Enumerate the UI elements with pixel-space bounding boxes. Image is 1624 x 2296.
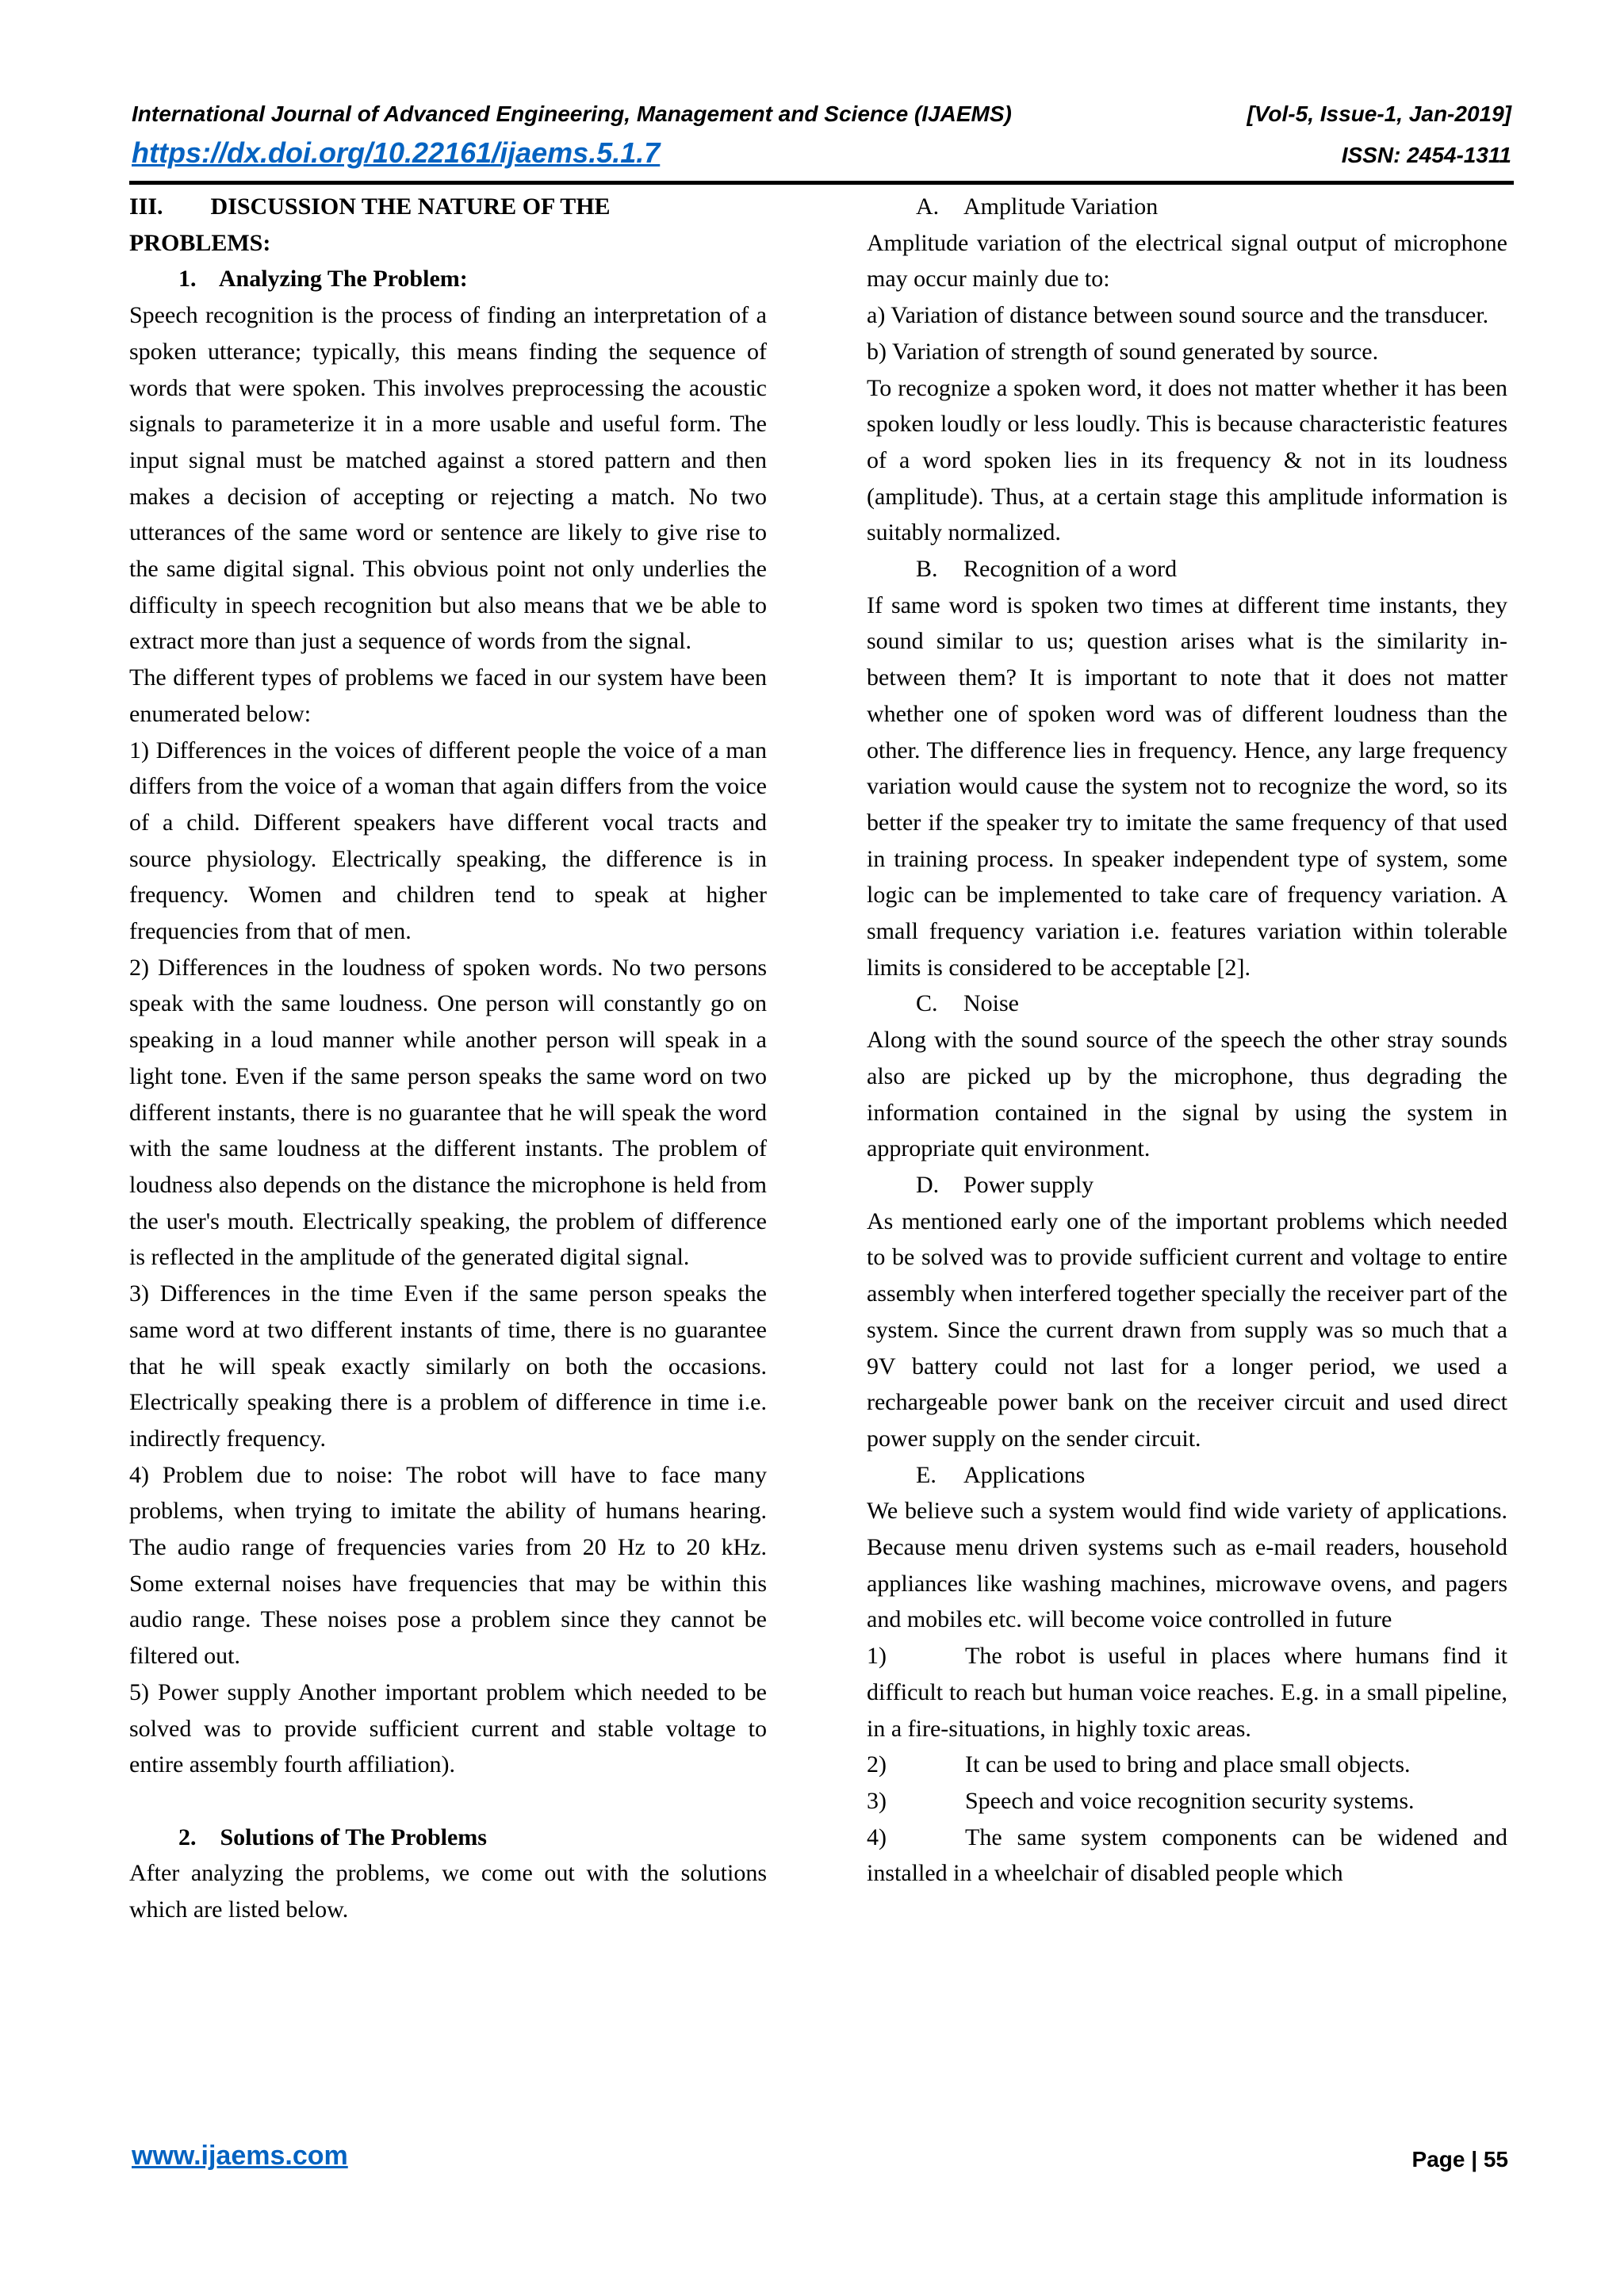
doi-link[interactable]: https://dx.doi.org/10.22161/ijaems.5.1.7 (132, 136, 661, 169)
issn: ISSN: 2454-1311 (1341, 143, 1511, 167)
subsection-title: Noise (963, 990, 1019, 1017)
list-number: 3) (867, 1787, 887, 1814)
list-text: The same system components can be widened and installed in a wheelchair of disabled people which (867, 1823, 1507, 1887)
subsection-e-heading (867, 1457, 1507, 1494)
subsection-title: Amplitude Variation (963, 193, 1159, 220)
subsection-solutions: 2. Solutions of The Problems (178, 1823, 487, 1850)
problem-item-5: 5) Power supply Another important problem which needed to be solved was to provide sufficient current and stable voltage to entire assembly fourth affiliation). (129, 1678, 767, 1778)
subsection-a-heading (867, 189, 1507, 225)
subsection-letter: E. (916, 1461, 936, 1488)
application-item (867, 1820, 1507, 1892)
paragraph: Amplitude variation of the electrical signal output of microphone may occur mainly due to: (867, 229, 1507, 293)
left-column (129, 189, 767, 1928)
section-heading (129, 189, 767, 261)
doi-row (132, 136, 1511, 176)
subsection-title: Recognition of a word (963, 556, 1178, 583)
spacer (129, 1783, 767, 1820)
subsection-b-heading (867, 551, 1507, 587)
problem-item-3: 3) Differences in the time Even if the same person speaks the same word at two different instants of time, there is no guarantee that he will speak exactly similarly on both the occasions. Electrically speaking there is a problem of difference in time i.e. indirectly frequency. (129, 1280, 767, 1452)
paragraph: If same word is spoken two times at different time instants, they sound similar to us; question arises what is the similarity in-between them? It is important to note that it does not matter whether one of spoken word was of different loudness than the other. The difference lies in frequency. Hence, any large frequency variation would cause the system not to recognize the word, so its better if the speaker try to imitate the same frequency of that used in training process. In speaker independent type of system, some logic can be implemented to take care of frequency variation. A small frequency variation i.e. features variation within tolerable limits is considered to be acceptable [2]. (867, 591, 1507, 981)
application-item (867, 1747, 1507, 1783)
section-heading-line1: III. DISCUSSION THE NATURE OF THE (129, 193, 611, 220)
subsection-letter: A. (916, 193, 940, 220)
subsection-title: Power supply (963, 1171, 1094, 1198)
list-number: 4) (867, 1823, 887, 1850)
paragraph: The different types of problems we faced in our system have been enumerated below: (129, 664, 767, 727)
paragraph: Along with the sound source of the speech the other stray sounds also are picked up by the microphone, thus degrading the information contained in the signal by using the system in appropriate quit environment. (867, 1027, 1507, 1162)
paragraph: b) Variation of strength of sound generated by source. (867, 338, 1379, 365)
problem-item-4: 4) Problem due to noise: The robot will have to face many problems, when trying to imitate the ability of humans hearing. The audio range of frequencies varies from 20 Hz to 20 kHz. Some external noises have frequencies that may be within this audio range. These noises pose a problem since they cannot be filtered out. (129, 1461, 767, 1670)
list-number: 2) (867, 1751, 887, 1778)
subsection-title: Applications (963, 1461, 1086, 1488)
subsection-letter: C. (916, 990, 938, 1017)
running-header (132, 101, 1511, 133)
application-item (867, 1783, 1507, 1820)
list-text: Speech and voice recognition security systems. (965, 1787, 1415, 1814)
footer-website-link[interactable]: www.ijaems.com (132, 2141, 348, 2171)
list-text: It can be used to bring and place small objects. (965, 1751, 1411, 1778)
volume-issue: [Vol-5, Issue-1, Jan-2019] (1247, 101, 1511, 126)
header-rule (129, 181, 1514, 185)
subsection-letter: D. (916, 1171, 940, 1198)
paragraph: a) Variation of distance between sound source and the transducer. (867, 302, 1489, 329)
subsection-analyzing: 1. Analyzing The Problem: (178, 266, 468, 293)
problem-item-1: 1) Differences in the voices of different people the voice of a man differs from the voice of a woman that again differs from the voice of a child. Different speakers have different vocal tracts and source physiology. Electrically speaking, the difference is in frequency. Women and children tend to speak at higher frequencies from that of men. (129, 737, 767, 945)
list-number: 1) (867, 1643, 887, 1670)
paragraph: We believe such a system would find wide variety of applications. Because menu driven systems such as e-mail readers, household appliances like washing machines, microwave ovens, and pagers and mobiles etc. will become voice controlled in future (867, 1498, 1507, 1633)
journal-title: International Journal of Advanced Engineering, Management and Science (IJAEMS) (132, 101, 1012, 126)
application-item (867, 1638, 1507, 1747)
paragraph: As mentioned early one of the important problems which needed to be solved was to provide sufficient current and voltage to entire assembly when interfered together specially the receiver part of the system. Since the current drawn from supply was so much that a 9V battery could not last for a longer period, we used a rechargeable power bank on the receiver circuit and used direct power supply on the sender circuit. (867, 1207, 1507, 1452)
paragraph: After analyzing the problems, we come out with the solutions which are listed below. (129, 1860, 767, 1923)
paragraph: To recognize a spoken word, it does not matter whether it has been spoken loudly or less loudly. This is because characteristic features of a word spoken lies in its frequency & not in its loudness (amplitude). Thus, at a certain stage this amplitude information is suitably normalized. (867, 374, 1507, 546)
page-number: Page | 55 (1411, 2147, 1508, 2172)
list-text: The robot is useful in places where humans find it difficult to reach but human voice reaches. E.g. in a small pipeline, in a fire-situations, in highly toxic areas. (867, 1643, 1507, 1742)
subsection-letter: B. (916, 556, 938, 583)
subsection-d-heading (867, 1167, 1507, 1203)
paragraph: Speech recognition is the process of finding an interpretation of a spoken utterance; typically, this means finding the sequence of words that were spoken. This involves preprocessing the acoustic signals to parameterize it in a more usable and useful form. The input signal must be matched against a stored pattern and then makes a decision of accepting or rejecting a match. No two utterances of the same word or sentence are likely to give rise to the same digital signal. This obvious point not only underlies the difficulty in speech recognition but also means that we be able to extract more than just a sequence of words from the signal. (129, 302, 767, 655)
right-column (867, 189, 1507, 1892)
section-heading-line2: PROBLEMS: (129, 229, 271, 256)
subsection-c-heading (867, 985, 1507, 1022)
problem-item-2: 2) Differences in the loudness of spoken words. No two persons speak with the same loudness. One person will constantly go on speaking in a loud manner while another person will speak in a light tone. Even if the same person speaks the same word on two different instants, there is no guarantee that he will speak the word with the same loudness at the different instants. The problem of loudness also depends on the distance the microphone is held from the user's mouth. Electrically speaking, the problem of difference is reflected in the amplitude of the generated digital signal. (129, 954, 767, 1271)
